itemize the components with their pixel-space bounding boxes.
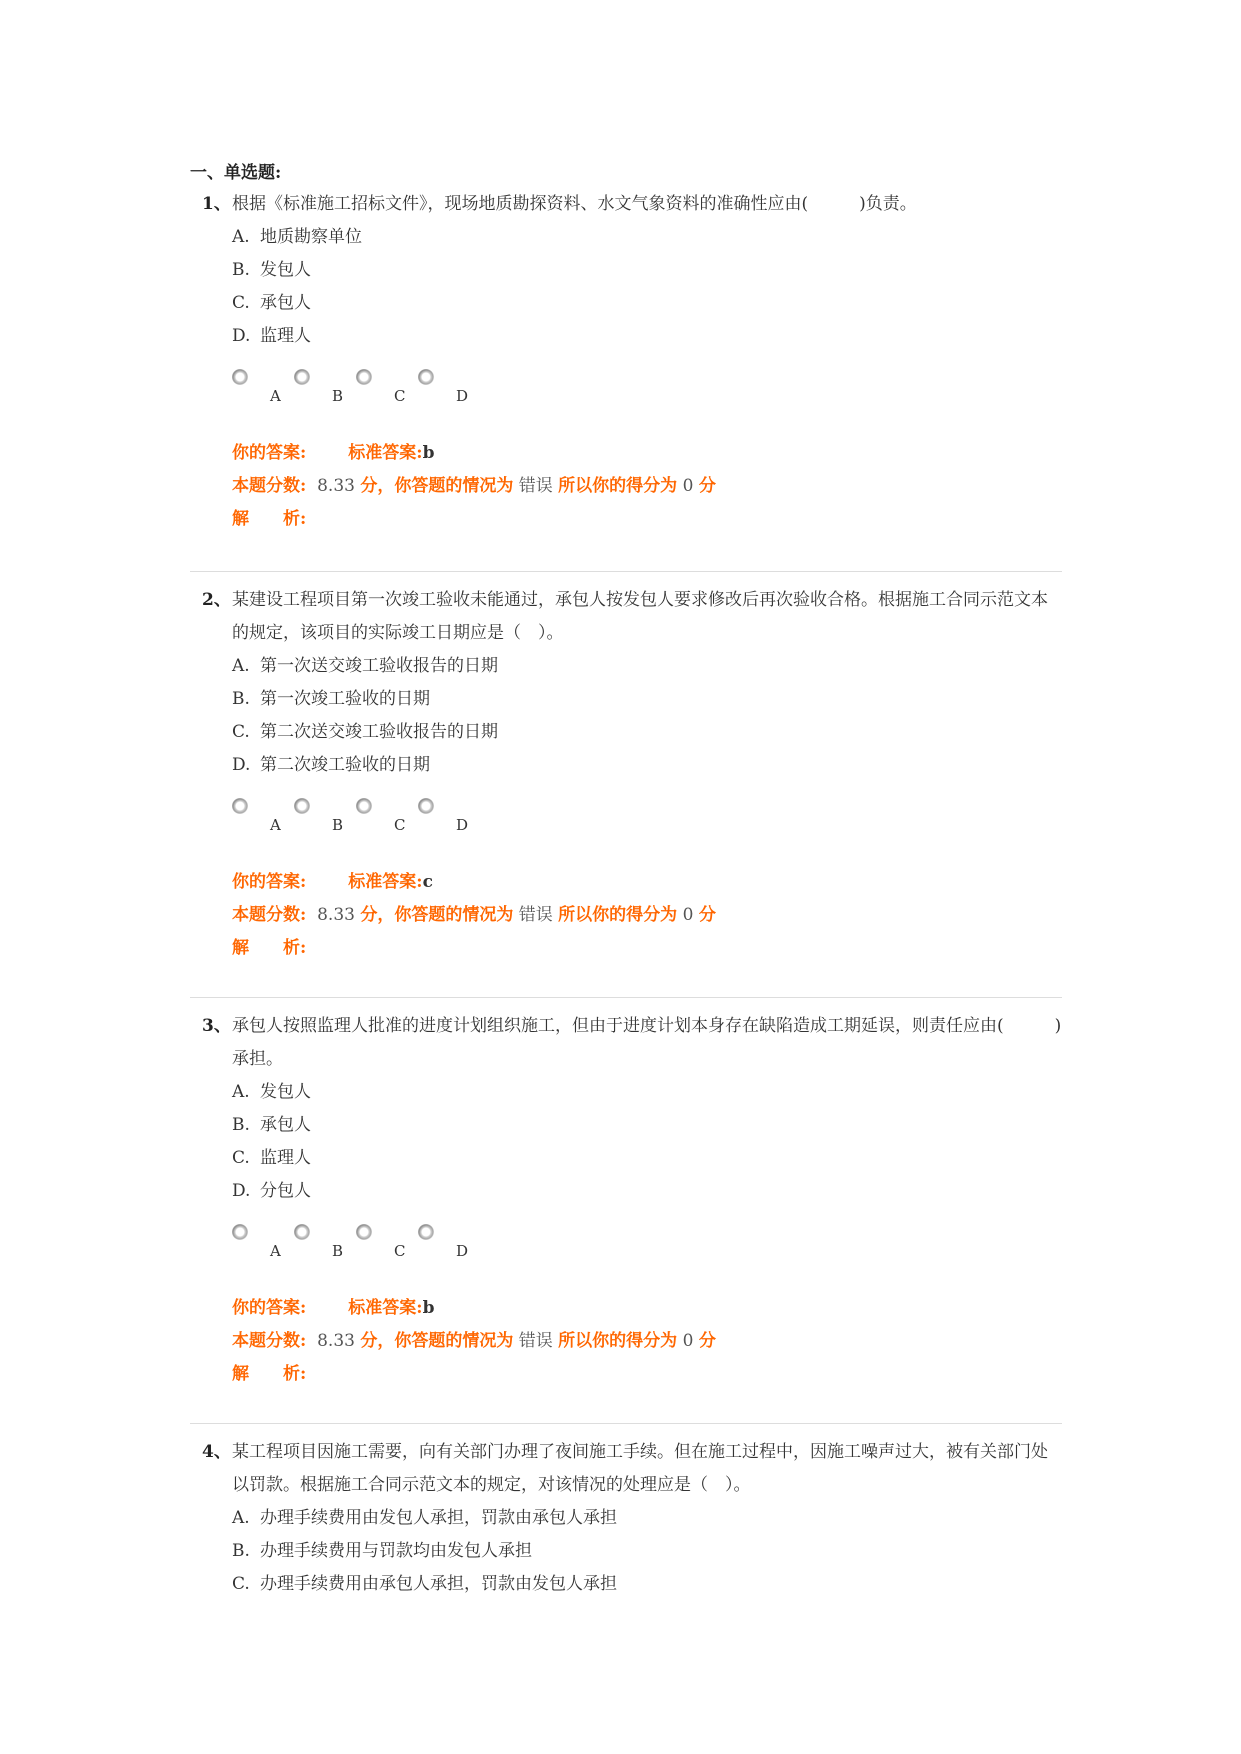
radio-label-a: A [270,387,281,405]
radio-label-a: A [270,1242,281,1260]
score-line: 本题分数: 8.33 分，你答题的情况为 错误 所以你的得分为 0 分 [232,1331,716,1351]
option-list [232,221,1062,353]
radio-c[interactable] [356,798,372,814]
analysis-line: 解 析: [232,1364,307,1384]
question-1 [190,188,1062,536]
question-stem [190,1436,1062,1502]
answer-radio-group [232,794,1062,834]
option-d: D. 监理人 [232,326,311,346]
status-value: 错误 [518,905,553,925]
radio-d[interactable] [418,369,434,385]
radio-b[interactable] [294,798,310,814]
question-2 [190,584,1062,965]
question-divider [190,997,1062,998]
question-number: 4、 [202,1442,231,1462]
radio-label-c: C [394,387,406,405]
answer-result [232,1292,1062,1391]
option-list [232,1076,1062,1208]
earned-value: 0 [682,476,694,496]
radio-label-d: D [456,1242,469,1260]
standard-answer-value: c [422,872,433,892]
analysis-line: 解 析: [232,938,307,958]
answer-result [232,866,1062,965]
option-a: A. 地质勘察单位 [232,227,362,247]
option-b: B. 承包人 [232,1115,311,1135]
option-b: B. 第一次竣工验收的日期 [232,689,430,709]
question-text: 某建设工程项目第一次竣工验收未能通过，承包人按发包人要求修改后再次验收合格。根据施工合同示范文本的规定，该项目的实际竣工日期应是（ ）。 [232,590,1048,643]
answer-line: 你的答案: 标准答案:c [232,872,433,892]
score-line: 本题分数: 8.33 分，你答题的情况为 错误 所以你的得分为 0 分 [232,476,716,496]
analysis-line: 解 析: [232,509,307,529]
status-value: 错误 [518,476,553,496]
answer-radio-group [232,1220,1062,1260]
radio-d[interactable] [418,1224,434,1240]
status-value: 错误 [518,1331,553,1351]
option-c: C. 办理手续费用由承包人承担，罚款由发包人承担 [232,1574,617,1594]
question-stem [190,188,1062,221]
option-a: A. 发包人 [232,1082,311,1102]
answer-line: 你的答案: 标准答案:b [232,443,435,463]
option-c: C. 监理人 [232,1148,311,1168]
question-divider [190,1423,1062,1424]
radio-c[interactable] [356,369,372,385]
radio-a[interactable] [232,1224,248,1240]
question-number: 1、 [202,194,231,214]
earned-value: 0 [682,905,694,925]
option-list [232,1502,1062,1601]
option-d: D. 第二次竣工验收的日期 [232,755,430,775]
option-b: B. 发包人 [232,260,311,280]
score-line: 本题分数: 8.33 分，你答题的情况为 错误 所以你的得分为 0 分 [232,905,716,925]
radio-label-b: B [332,387,344,405]
question-number: 2、 [202,590,231,610]
radio-label-a: A [270,816,281,834]
question-stem [190,1010,1062,1076]
radio-d[interactable] [418,798,434,814]
answer-radio-group [232,365,1062,405]
option-c: C. 第二次送交竣工验收报告的日期 [232,722,498,742]
option-list [232,650,1062,782]
score-value: 8.33 [317,905,355,925]
score-value: 8.33 [317,1331,355,1351]
radio-a[interactable] [232,798,248,814]
radio-b[interactable] [294,1224,310,1240]
radio-c[interactable] [356,1224,372,1240]
question-number: 3、 [202,1016,231,1036]
radio-label-c: C [394,1242,406,1260]
radio-label-b: B [332,1242,344,1260]
answer-result [232,437,1062,536]
option-d: D. 分包人 [232,1181,311,1201]
radio-label-b: B [332,816,344,834]
question-text: 某工程项目因施工需要，向有关部门办理了夜间施工手续。但在施工过程中，因施工噪声过大，被有关部门处以罚款。根据施工合同示范文本的规定，对该情况的处理应是（ ）。 [232,1442,1048,1495]
option-a: A. 办理手续费用由发包人承担，罚款由承包人承担 [232,1508,617,1528]
radio-label-d: D [456,387,469,405]
option-b: B. 办理手续费用与罚款均由发包人承担 [232,1541,532,1561]
option-a: A. 第一次送交竣工验收报告的日期 [232,656,498,676]
question-text: 承包人按照监理人批准的进度计划组织施工，但由于进度计划本身存在缺陷造成工期延误，则责任应由( )承担。 [232,1016,1062,1069]
radio-label-d: D [456,816,469,834]
option-c: C. 承包人 [232,293,311,313]
radio-b[interactable] [294,369,310,385]
radio-a[interactable] [232,369,248,385]
section-title: 一、单选题: [190,163,282,183]
question-4 [190,1436,1062,1601]
question-stem [190,584,1062,650]
standard-answer-value: b [422,443,435,463]
question-text: 根据《标准施工招标文件》，现场地质勘探资料、水文气象资料的准确性应由( )负责。 [232,194,917,214]
answer-line: 你的答案: 标准答案:b [232,1298,435,1318]
radio-label-c: C [394,816,406,834]
score-value: 8.33 [317,476,355,496]
standard-answer-value: b [422,1298,435,1318]
earned-value: 0 [682,1331,694,1351]
question-divider [190,571,1062,572]
question-3 [190,1010,1062,1391]
